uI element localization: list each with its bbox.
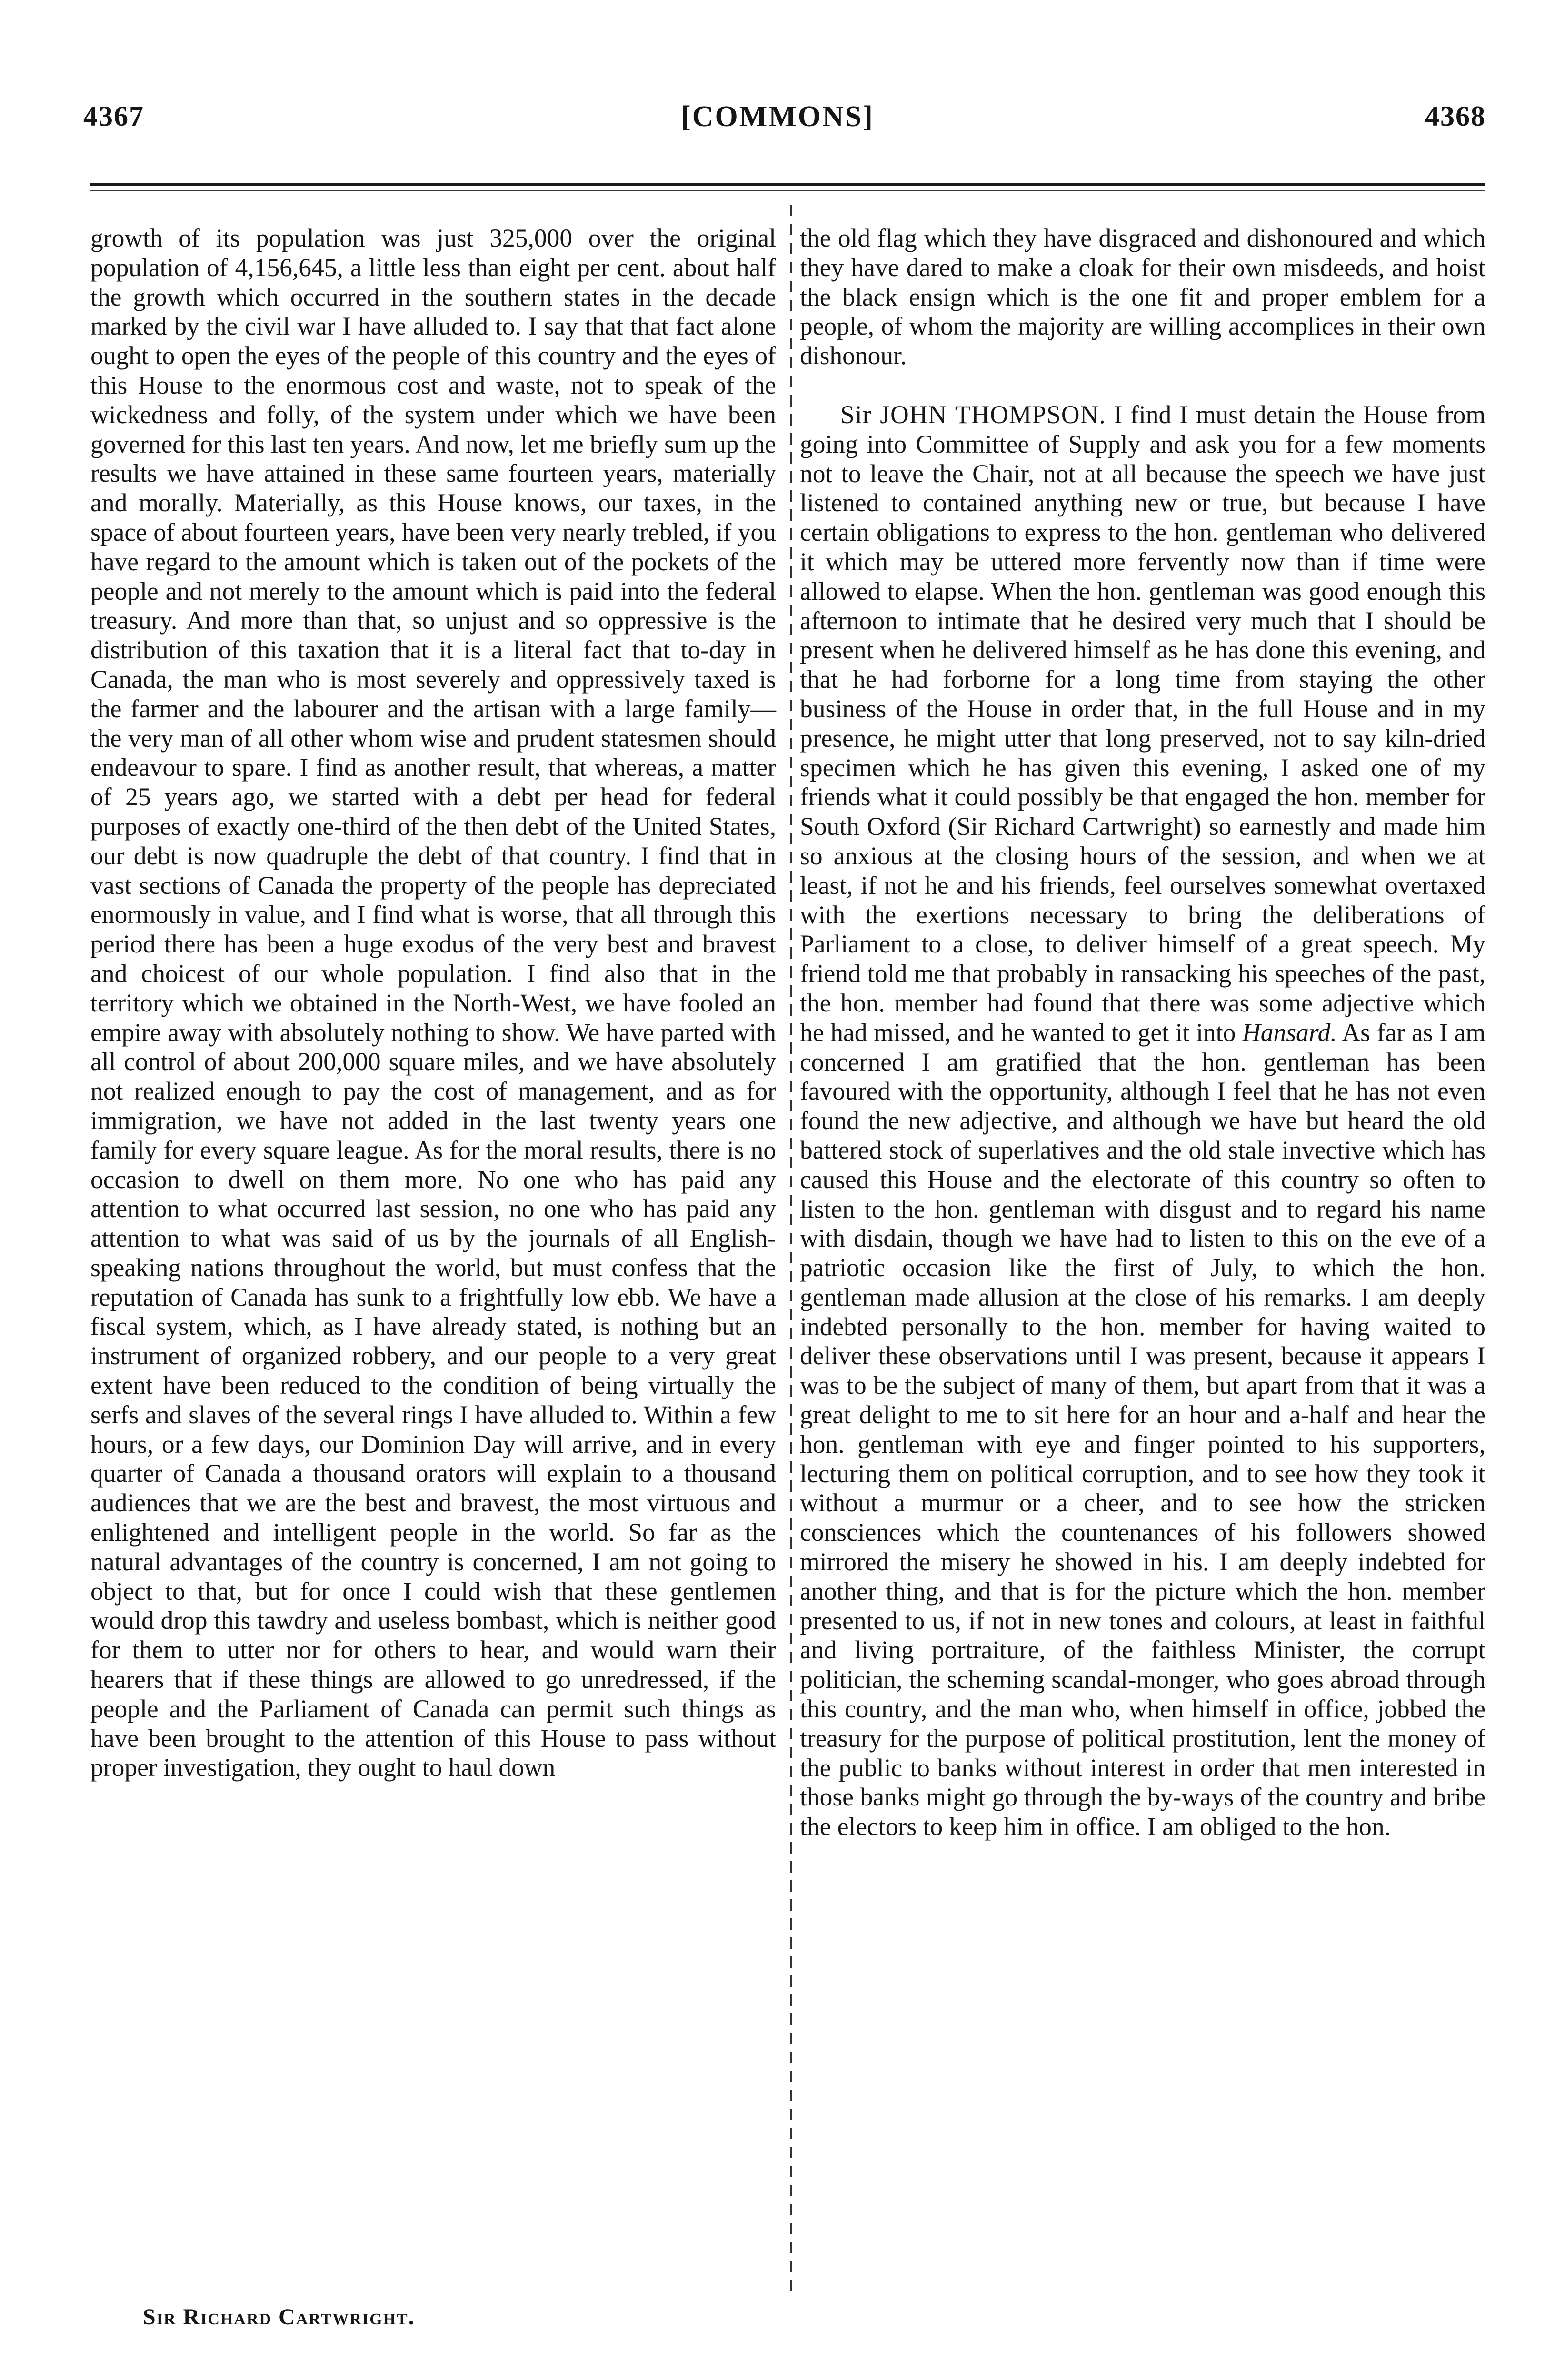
page-number-left: 4367: [83, 100, 144, 132]
right-paragraph-continued: the old flag which they have disgraced and dishonoured and which they have dared to make a cloak for their own misdeeds, and hoist the black ensign which is the one fit and proper emblem for a people, of whom the majority are willing accomplices in their own dishonour.: [800, 224, 1485, 370]
header-rule-thick: [90, 183, 1485, 186]
hansard-reference: Hansard.: [1242, 1018, 1337, 1047]
speech-text-part1: I find I must detain the House from going into Committee of Supply and ask you for a few moments not to leave the Chair, not at all because the speech we have just listened to contained anything new or true, but because I have certain obligations to express to the hon. gentleman who delivered it which may be uttered more fervently now than if time were allowed to elapse. When the hon. gentleman was good enough this afternoon to intimate that he desired very much that I should be present when he delivered himself as he has done this evening, and that he had forborne for a long time from staying the other business of the House in order that, in the full House and in my presence, he might utter that long preserved, not to say kiln-dried specimen which he has given this evening, I asked one of my friends what it could possibly be that engaged the hon. member for South Oxford (Sir Richard Cartwright) so earnestly and made him so anxious at the closing hours of the session, and when we at least, if not he and his friends, feel ourselves somewhat overtaxed with the exertions necessary to bring the deliberations of Parliament to a close, to deliver himself of a great speech. My friend told me that probably in ransacking his speeches of the past, the hon. member had found that there was some adjective which he had missed, and he wanted to get it into: [800, 400, 1486, 1047]
right-column: [800, 224, 1485, 1842]
page-header: [0, 0, 1555, 186]
left-paragraph: growth of its population was just 325,000 over the original population of 4,156,645, a little less than eight per cent. about half the growth which occurred in the southern states in the decade marked by the civil war I have alluded to. I say that that fact alone ought to open the eyes of the people of this country and the eyes of this House to the enormous cost and waste, not to speak of the wickedness and folly, of the system under which we have been governed for this last ten years. And now, let me briefly sum up the results we have attained in these same fourteen years, materially and morally. Materially, as this House knows, our taxes, in the space of about fourteen years, have been very nearly trebled, if you have regard to the amount which is taken out of the pockets of the people and not merely to the amount which is paid into the federal treasury. And more than that, so unjust and so oppressive is the distribution of this taxation that it is a literal fact that to-day in Canada, the man who is most severely and oppressively taxed is the farmer and the labourer and the artisan with a large family—the very man of all other whom wise and prudent statesmen should endeavour to spare. I find as another result, that whereas, a matter of 25 years ago, we started with a debt per head for federal purposes of exactly one-third of the then debt of the United States, our debt is now quadruple the debt of that country. I find that in vast sections of Canada the property of the people has depreciated enormously in value, and I find what is worse, that all through this period there has been a huge exodus of the very best and bravest and choicest of our whole population. I find also that in the territory which we obtained in the North-West, we have fooled an empire away with absolutely nothing to show. We have parted with all control of about 200,000 square miles, and we have absolutely not realized enough to pay the cost of management, and as for immigration, we have not added in the last twenty years one family for every square league. As for the moral results, there is no occasion to dwell on them more. No one who has paid any attention to what occurred last session, no one who has paid any attention to what was said of us by the journals of all English-speaking nations throughout the world, but must confess that the reputation of Canada has sunk to a frightfully low ebb. We have a fiscal system, which, as I have already stated, is nothing but an instrument of organized robbery, and our people to a very great extent have been reduced to the condition of being virtually the serfs and slaves of the several rings I have alluded to. Within a few hours, or a few days, our Dominion Day will arrive, and in every quarter of Canada a thousand orators will explain to a thousand audiences that we are the best and bravest, the most virtuous and enlightened and intelligent people in the world. So far as the natural advantages of the country is concerned, I am not going to object to that, but for once I could wish that these gentlemen would drop this tawdry and useless bombast, which is neither good for them to utter nor for others to hear, and would warn their hearers that if these things are allowed to go unredressed, if the people and the Parliament of Canada can permit such things as have been brought to the attention of this House to pass without proper investigation, they ought to haul down: [90, 224, 776, 1782]
header-rule-thin: [90, 190, 1485, 191]
footer-speaker-name: Sir Richard Cartwright.: [143, 2304, 415, 2330]
speech-paragraph: [800, 400, 1485, 1842]
page-number-right: 4368: [1425, 100, 1486, 132]
page-title: [COMMONS]: [681, 100, 874, 133]
speech-text-part2: As far as I am concerned I am gratified that the hon. gentleman has been favoured with the opportunity, although I feel that he has not even found the new adjective, and although we have but heard the old battered stock of superlatives and the old stale invective which has caused this House and the electorate of this country so often to listen to the hon. gentleman with disgust and to regard his name with disdain, though we have had to listen to this on the eve of a patriotic occasion like the first of July, to which the hon. gentleman made allusion at the close of his remarks. I am deeply indebted personally to the hon. member for having waited to deliver these observations until I was present, because it appears I was to be the subject of many of them, but apart from that it was a great delight to me to sit here for an hour and a-half and hear the hon. gentleman with eye and finger pointed to his supporters, lecturing them on political corruption, and to see how they took it without a murmur or a cheer, and to see how the stricken consciences which the countenances of his followers showed mirrored the misery he showed in his. I am deeply indebted for another thing, and that is for the picture which the hon. member presented to us, if not in new tones and colours, at least in faithful and living portraiture, of the faithless Minister, the corrupt politician, the scheming scandal-monger, who goes abroad through this country, and the man who, when himself in office, jobbed the treasury for the purpose of political prostitution, lent the money of the public to banks without interest in order that men interested in those banks might go through the by-ways of the country and bribe the electors to keep him in office. I am obliged to the hon.: [800, 1018, 1485, 1841]
speaker-name: Sir JOHN THOMPSON.: [840, 400, 1106, 429]
column-divider: [790, 205, 792, 2294]
left-column: [90, 224, 776, 1783]
